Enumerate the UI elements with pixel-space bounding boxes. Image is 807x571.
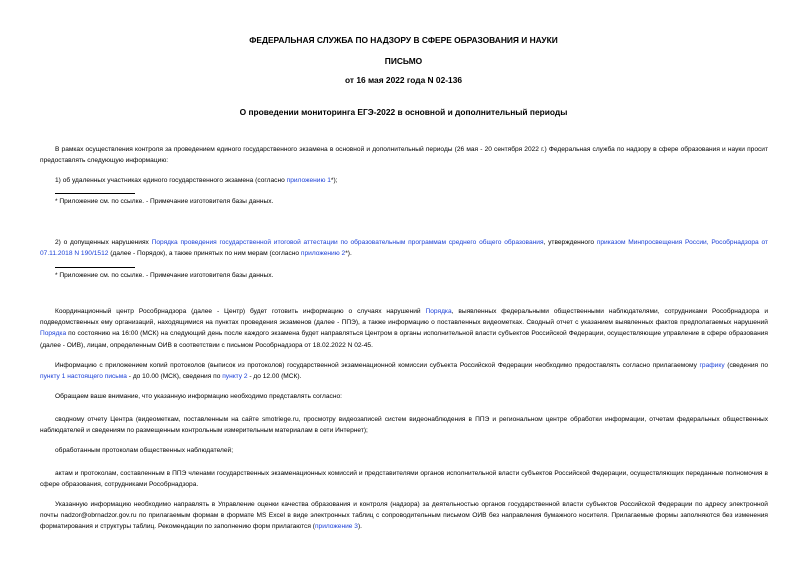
item-1-text: 1) об удаленных участниках единого государственного экзамена (согласно [55, 177, 287, 184]
procedure-link[interactable]: Порядка [425, 308, 452, 315]
item-2-text-3: (далее - Порядок), а также принятых по ним мерам (согласно [108, 250, 301, 258]
document-date: от 16 мая 2022 года N 02-136 [344, 75, 463, 85]
list-item-acts-protocols: актам и протоколам, составленным в ППЭ членами государственных экзаменационных комиссий и представителями органов исполнительной власти субъектов Российской Федерации, осуществляющих переданные полномочия в сфере образования, сотрудниками Рособрнадзора. [40, 470, 768, 489]
point-1-link[interactable]: пункту 1 настоящего письма [40, 373, 127, 381]
protocols-text-3: - до 10.00 (МСК), сведения по [126, 373, 223, 381]
appendix-1-link[interactable]: приложению 1 [286, 177, 331, 184]
procedure-link[interactable]: Порядка [40, 330, 67, 338]
item-1-tail: *); [330, 177, 338, 184]
item-2 [40, 237, 768, 259]
attention-paragraph: Обращаем ваше внимание, что указанную информацию необходимо представлять согласно: [55, 393, 342, 400]
final-tail: ). [357, 523, 362, 531]
final-paragraph [40, 499, 768, 533]
center-text-1: Координационный центр Рособрнадзора (далее - Центр) будет готовить информацию о случаях нарушений [55, 308, 426, 315]
footnote-2: * Приложение см. по ссылке. - Примечание изготовителя базы данных. [55, 272, 274, 279]
protocols-paragraph [40, 360, 768, 382]
order-link[interactable]: приказом Минпросвещения России, Рособрнадзора от 07.11.2018 N 190/1512 [40, 239, 768, 258]
point-2-link[interactable]: пункту 2 [222, 373, 248, 381]
document-type: ПИСЬМО [384, 56, 423, 66]
coordination-center-paragraph [40, 306, 768, 351]
appendix-2-link[interactable]: приложению 2 [300, 250, 346, 258]
document-subject: О проведении мониторинга ЕГЭ-2022 в основной и дополнительный периоды [239, 107, 568, 117]
appendix-3-link[interactable]: приложение 3 [314, 523, 358, 531]
protocols-text-1: Информацию с приложением копий протоколов (выписок из протоколов) государственной экзаменационной комиссии субъекта Российской Федерации необходимо предоставлять согласно прилагаемому [55, 362, 700, 369]
list-item-observer-protocols: обработанным протоколам общественных наблюдателей; [55, 447, 234, 454]
center-text-3: по состоянию на 16:00 (МСК) на следующий день после каждого экзамена будет направляться Центром в органы исполнительной власти субъектов Российской Федерации, осуществляющие управление в сфере образования (далее - ОИВ), лицам, определенным ОИВ в соответствии с письмом Рособрнадзора от 18.02.2022 N 02-45. [40, 330, 768, 349]
protocols-text-4: - до 12.00 (МСК). [247, 373, 302, 381]
intro-paragraph: В рамках осуществления контроля за проведением единого государственного экзамена в основной и дополнительный периоды (26 мая - 20 сентября 2022 г.) Федеральная служба по надзору в сфере образования и науки просит предоставлять следующую информацию: [40, 146, 768, 165]
gia-procedure-link[interactable]: Порядка проведения государственной итоговой аттестации по образовательным программам среднего общего образования [151, 239, 544, 246]
protocols-text-2: (сведения по [724, 362, 768, 369]
footnote-divider [55, 193, 135, 194]
footnote-divider [55, 267, 135, 268]
center-text-2: , выявленных федеральными общественными наблюдателями, сотрудниками Рособрнадзора и подведомственных ему организаций, находящимися на пунктах проведения экзаменов (далее - ППЭ), а также информацию о поставленных видеометках. Сводный отчет с указанием выявленных фактов предполагаемых нарушений [40, 308, 768, 327]
item-2-text: 2) о допущенных нарушениях [55, 239, 152, 246]
item-2-tail: *). [345, 250, 352, 258]
final-text: Указанную информацию необходимо направлять в Управление оценки качества образования и контроля (надзора) за деятельностью органов государственной власти субъектов Российской Федерации по адресу электронной почты nadzor@obrnadzor.gov.ru по прилагаемым формам в формате MS Excel в виде электронных таблиц с сопроводительным письмом ОИВ без направления бумажного носителя. Прилагаемые формы заполняются без изменения форматирования и структуры таблиц. Рекомендации по заполнению форм прилагаются ( [40, 501, 768, 531]
footnote-1: * Приложение см. по ссылке. - Примечание изготовителя базы данных. [55, 198, 274, 205]
item-1 [55, 175, 338, 186]
schedule-link[interactable]: графику [699, 362, 725, 369]
agency-heading: ФЕДЕРАЛЬНАЯ СЛУЖБА ПО НАДЗОРУ В СФЕРЕ ОБРАЗОВАНИЯ И НАУКИ [249, 35, 558, 45]
item-2-text-2: , утвержденного [543, 239, 597, 246]
list-item-summary-report: сводному отчету Центра (видеометкам, поставленным на сайте smotriege.ru, просмотру видеозаписей систем видеонаблюдения в ППЭ и региональном центре обработки информации, отчетам федеральных общественных наблюдателей и сведениям по размещенным контрольным измерительным материалам в сети Интернет); [40, 416, 768, 435]
